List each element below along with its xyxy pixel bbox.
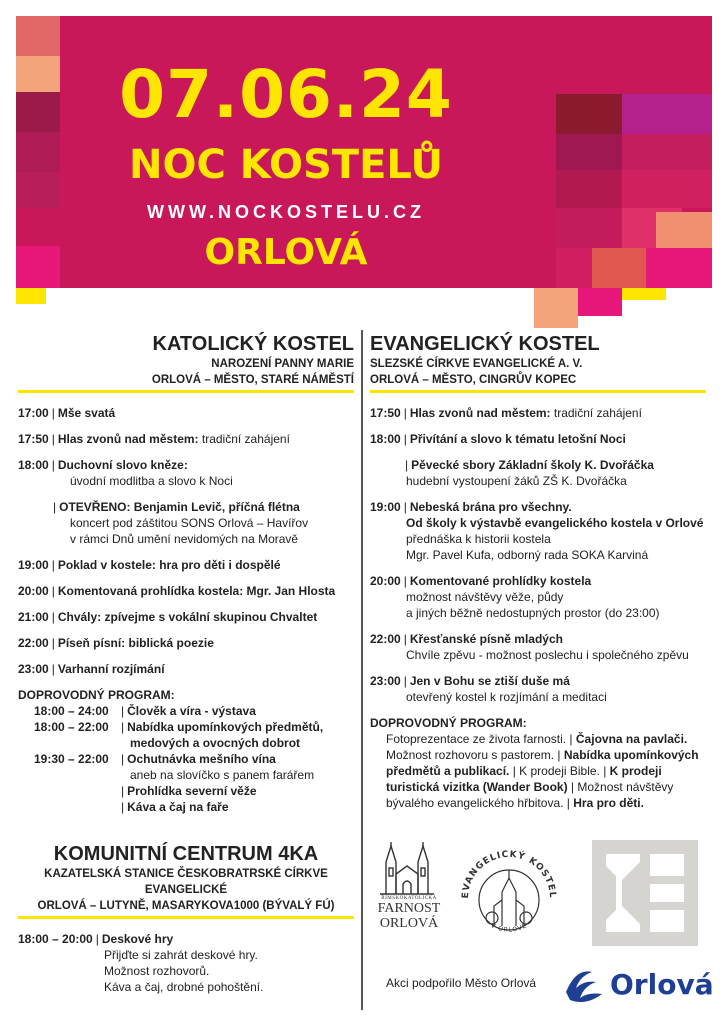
separator: | bbox=[121, 704, 125, 718]
program-item bbox=[370, 673, 706, 705]
komunitni-title: KOMUNITNÍ CENTRUM 4KA bbox=[53, 843, 319, 865]
church-towers-icon bbox=[372, 840, 442, 950]
yellow-rule bbox=[18, 916, 354, 919]
evangelicky-program bbox=[370, 405, 706, 705]
program-detail: v rámci Dnů umění nevidomých na Moravě bbox=[70, 532, 299, 546]
doprovodny-time bbox=[18, 783, 118, 799]
komunitni-detail: Káva a čaj, drobné pohoštění. bbox=[104, 980, 264, 994]
separator: | bbox=[51, 636, 55, 650]
doprovodny-line bbox=[386, 731, 706, 747]
doprovodny-row bbox=[18, 783, 354, 799]
program-title: Jen v Bohu se ztiší duše má bbox=[409, 674, 570, 688]
doprovodny-row bbox=[18, 799, 354, 815]
program-time: 17:50 bbox=[370, 406, 401, 420]
column-divider bbox=[361, 330, 363, 1010]
separator: | bbox=[51, 406, 55, 420]
doprovodny-line bbox=[118, 799, 354, 815]
program-detail: možnost návštěvy věže, půdy bbox=[406, 590, 564, 604]
doprovodny-title-text: Člověk a víra - výstava bbox=[127, 704, 256, 718]
separator: | bbox=[51, 662, 55, 676]
doprovodny-time: 18:00 – 22:00 bbox=[34, 720, 109, 734]
program-time: 23:00 bbox=[370, 674, 401, 688]
program-item bbox=[370, 431, 706, 447]
program-title: Pěvecké sbory Základní školy K. Dvořáčka bbox=[411, 458, 654, 472]
katolicky-subtitle: NAROZENÍ PANNY MARIE bbox=[211, 358, 354, 370]
program-time: 20:00 bbox=[370, 574, 401, 588]
orlova-city-logo bbox=[562, 962, 714, 1006]
doprovodny-title-text: Ochutnávka mešního vína bbox=[127, 752, 276, 766]
katolicky-doprovodny-title: DOPROVODNÝ PROGRAM: bbox=[18, 688, 175, 702]
program-item bbox=[18, 405, 354, 421]
program-line bbox=[370, 405, 706, 421]
program-time: 17:50 bbox=[18, 432, 49, 446]
program-item bbox=[370, 499, 706, 563]
komunitni-details bbox=[18, 947, 354, 995]
separator: | bbox=[121, 720, 125, 734]
doprovodny-row bbox=[18, 719, 354, 751]
doprovodny-segment: turistická vizitka (Wander Book) bbox=[386, 780, 568, 794]
program-item bbox=[18, 661, 354, 677]
program-time: 22:00 bbox=[18, 636, 49, 650]
program-item bbox=[18, 635, 354, 651]
separator: | bbox=[403, 574, 407, 588]
program-title: Komentovaná prohlídka kostela: Mgr. Jan Hlosta bbox=[57, 584, 336, 598]
doprovodny-segment: Možnost rozhovoru s pastorem. | bbox=[386, 748, 564, 762]
komunitni-time: 18:00 – 20:00 bbox=[18, 932, 93, 946]
program-rest: tradiční zahájení bbox=[198, 432, 290, 446]
program-line bbox=[18, 635, 354, 651]
doprovodny-body bbox=[118, 751, 354, 783]
program-title: Nebeská brána pro všechny. bbox=[409, 500, 572, 514]
mosaic-tile bbox=[622, 288, 666, 300]
program-detail: Chvíle zpěvu - možnost poslechu i společného zpěvu bbox=[406, 648, 689, 662]
mosaic-tile bbox=[556, 248, 592, 288]
evangelicky-doprovodny bbox=[370, 731, 706, 811]
program-item bbox=[370, 631, 706, 663]
program-line bbox=[370, 673, 706, 689]
komunitni-item-title: Deskové hry bbox=[101, 932, 174, 946]
program-line bbox=[18, 457, 354, 473]
program-line bbox=[370, 573, 706, 589]
program-time: 19:00 bbox=[370, 500, 401, 514]
doprovodny-segment: Fotoprezentace ze života farnosti. | bbox=[386, 732, 576, 746]
doprovodny-time: 18:00 – 24:00 bbox=[34, 704, 109, 718]
evangelicky-title: EVANGELICKÝ KOSTEL bbox=[370, 333, 600, 355]
doprovodny-time: 19:30 – 22:00 bbox=[34, 752, 109, 766]
mosaic-tile bbox=[16, 16, 60, 56]
program-time: 21:00 bbox=[18, 610, 49, 624]
program-time: 23:00 bbox=[18, 662, 49, 676]
program-detail: hudební vystoupení žáků ZŠ K. Dvořáčka bbox=[406, 474, 627, 488]
yellow-rule bbox=[370, 390, 706, 393]
program-line bbox=[370, 457, 706, 473]
event-url[interactable]: WWW.NOCKOSTELU.CZ bbox=[147, 202, 425, 222]
komunitni-logo bbox=[592, 840, 698, 946]
separator: | bbox=[51, 610, 55, 624]
program-line bbox=[18, 431, 354, 447]
program-detail: otevřený kostel k rozjímání a meditaci bbox=[406, 690, 607, 704]
doprovodny-title-text: Nabídka upomínkových předmětů, bbox=[127, 720, 324, 734]
program-time: 18:00 bbox=[18, 458, 49, 472]
program-item bbox=[18, 557, 354, 573]
program-line bbox=[370, 631, 706, 647]
program-time: 17:00 bbox=[18, 406, 49, 420]
doprovodny-body bbox=[118, 799, 354, 815]
doprovodny-row bbox=[18, 751, 354, 783]
separator: | bbox=[121, 800, 125, 814]
program-item bbox=[18, 583, 354, 599]
doprovodny-line bbox=[118, 719, 354, 735]
doprovodny-title-text: medových a ovocných dobrot bbox=[130, 736, 301, 750]
mosaic-tile bbox=[556, 134, 622, 170]
evangelicky-section bbox=[370, 332, 706, 811]
program-detail: přednáška k historii kostela bbox=[406, 532, 551, 546]
mosaic-tile bbox=[656, 212, 712, 252]
program-title: Duchovní slovo kněze: bbox=[57, 458, 188, 472]
program-line bbox=[370, 499, 706, 515]
mosaic-tile bbox=[556, 208, 622, 248]
mosaic-tile bbox=[578, 288, 622, 316]
katolicky-address: ORLOVÁ – MĚSTO, STARÉ NÁMĚSTÍ bbox=[151, 374, 354, 386]
komunitni-detail: Možnost rozhovorů. bbox=[104, 964, 210, 978]
program-title: Hlas zvonů nad městem: bbox=[57, 432, 199, 446]
separator: | bbox=[403, 500, 407, 514]
program-item bbox=[18, 431, 354, 447]
program-item bbox=[370, 573, 706, 621]
program-title: Komentované prohlídky kostela bbox=[409, 574, 592, 588]
header-banner bbox=[16, 16, 712, 288]
mosaic-tile bbox=[592, 248, 646, 288]
doprovodny-line bbox=[386, 747, 706, 763]
separator: | bbox=[51, 584, 55, 598]
doprovodny-line bbox=[386, 779, 706, 795]
doprovodny-time bbox=[18, 799, 118, 815]
doprovodny-title-text: Káva a čaj na faře bbox=[127, 800, 229, 814]
program-item bbox=[18, 609, 354, 625]
doprovodny-line bbox=[386, 763, 706, 779]
doprovodny-segment: | Možnost návštěvy bbox=[567, 780, 674, 794]
parish-wordmark: ŘÍMSKOKATOLICKÁ FARNOST ORLOVÁ bbox=[377, 896, 441, 931]
doprovodny-segment: bývalého evangelického hřbitova. | bbox=[386, 796, 574, 810]
doprovodny-body bbox=[118, 703, 354, 719]
program-title: Píseň písní: biblická poezie bbox=[57, 636, 214, 650]
separator: | bbox=[405, 458, 409, 472]
program-line bbox=[18, 499, 354, 515]
program-line bbox=[18, 405, 354, 421]
mosaic-tile bbox=[622, 94, 712, 134]
evang-logo-bottom-text: V ORLOVÉ bbox=[489, 922, 529, 934]
program-line bbox=[18, 583, 354, 599]
katolicky-title: KATOLICKÝ KOSTEL bbox=[152, 333, 354, 355]
program-title: Varhanní rozjímání bbox=[57, 662, 165, 676]
doprovodny-row bbox=[18, 703, 354, 719]
program-item bbox=[18, 457, 354, 489]
separator: | bbox=[51, 558, 55, 572]
mosaic-tile bbox=[16, 288, 46, 304]
doprovodny-segment: předmětů a publikací. bbox=[386, 764, 510, 778]
mosaic-tile bbox=[534, 288, 578, 328]
program-time: 19:00 bbox=[18, 558, 49, 572]
event-name: NOC KOSTELŮ bbox=[129, 142, 443, 188]
program-line bbox=[370, 431, 706, 447]
separator: | bbox=[403, 406, 407, 420]
program-detail: Mgr. Pavel Kufa, odborný rada SOKA Karviná bbox=[406, 548, 649, 562]
program-title: OTEVŘENO: Benjamin Levič, příčná flétna bbox=[59, 500, 300, 514]
mosaic-tile bbox=[622, 170, 712, 208]
komunitni-detail: Přijďte si zahrát deskové hry. bbox=[104, 948, 258, 962]
program-title: Chvály: zpívejme s vokální skupinou Chvaltet bbox=[57, 610, 318, 624]
doprovodny-title-text: Prohlídka severní věže bbox=[127, 784, 257, 798]
program-title: Hlas zvonů nad městem: bbox=[409, 406, 551, 420]
komunitni-address: ORLOVÁ – LUTYNĚ, MASARYKOVA1000 (BÝVALÝ FÚ) bbox=[37, 900, 335, 912]
komunitni-subtitle: KAZATELSKÁ STANICE ČESKOBRATRSKÉ CÍRKVE EVANGELICKÉ bbox=[44, 868, 328, 896]
doprovodny-extra: aneb na slovíčko s panem farářem bbox=[130, 768, 315, 782]
separator: | bbox=[403, 674, 407, 688]
separator: | bbox=[403, 432, 407, 446]
separator: | bbox=[51, 432, 55, 446]
program-item bbox=[370, 405, 706, 421]
event-city: ORLOVÁ bbox=[204, 232, 368, 273]
mosaic-tile bbox=[646, 248, 712, 288]
program-title: Mše svatá bbox=[57, 406, 116, 420]
doprovodny-segment: | K prodeji Bible. | bbox=[509, 764, 610, 778]
orlova-wordmark: Orlová bbox=[610, 968, 714, 1001]
komunitni-section bbox=[18, 842, 354, 995]
separator: | bbox=[51, 458, 55, 472]
program-line bbox=[18, 661, 354, 677]
evangelicky-address: ORLOVÁ – MĚSTO, CINGRŮV KOPEC bbox=[370, 374, 577, 386]
program-detail: koncert pod záštitou SONS Orlová – Havířov bbox=[70, 516, 309, 530]
katolicky-program bbox=[18, 405, 354, 677]
program-detail: a jiných běžně nedostupných prostor (do 23:00) bbox=[406, 606, 660, 620]
katolicky-section bbox=[18, 332, 354, 815]
doprovodny-line bbox=[118, 703, 354, 719]
program-detail: Od školy k výstavbě evangelického kostela v Orlové bbox=[406, 516, 704, 530]
program-time: 20:00 bbox=[18, 584, 49, 598]
doprovodny-body bbox=[118, 783, 354, 799]
komunitni-item: 18:00 – 20:00 | Deskové hry bbox=[18, 932, 174, 946]
katolicky-doprovodny bbox=[18, 703, 354, 815]
program-title: Poklad v kostele: hra pro děti i dospělé bbox=[57, 558, 281, 572]
doprovodny-body bbox=[118, 719, 354, 751]
program-time: 22:00 bbox=[370, 632, 401, 646]
evangelicky-doprovodny-title: DOPROVODNÝ PROGRAM: bbox=[370, 716, 527, 730]
separator: | bbox=[121, 784, 125, 798]
program-detail: úvodní modlitba a slovo k Noci bbox=[70, 474, 233, 488]
doprovodny-segment: Hra pro děti. bbox=[573, 796, 644, 810]
program-line bbox=[18, 609, 354, 625]
mosaic-tile bbox=[622, 134, 712, 170]
doprovodny-line bbox=[118, 751, 354, 767]
doprovodny-line bbox=[118, 783, 354, 799]
program-title: Přivítání a slovo k tématu letošní Noci bbox=[409, 432, 626, 446]
doprovodny-segment: Nabídka upomínkových bbox=[563, 748, 699, 762]
program-time: 18:00 bbox=[370, 432, 401, 446]
orlova-swoosh-icon bbox=[562, 962, 606, 1006]
separator: | bbox=[53, 500, 57, 514]
logos-area bbox=[370, 840, 714, 1010]
program-rest: tradiční zahájení bbox=[550, 406, 642, 420]
doprovodny-line bbox=[118, 735, 354, 751]
support-text: Akci podpořilo Město Orlová bbox=[386, 976, 537, 990]
doprovodny-line bbox=[386, 795, 706, 811]
mosaic-tile bbox=[556, 94, 622, 134]
program-title: Křesťanské písně mladých bbox=[409, 632, 563, 646]
separator: | bbox=[403, 632, 407, 646]
evang-logo-top-text: EVANGELICKÝ KOSTEL bbox=[460, 849, 558, 899]
doprovodny-segment: Čajovna na pavlači. bbox=[575, 732, 688, 746]
program-item bbox=[18, 499, 354, 547]
doprovodny-segment: K prodeji bbox=[609, 764, 662, 778]
event-date: 07.06.24 bbox=[119, 56, 453, 133]
separator: | bbox=[121, 752, 125, 766]
evangelicky-subtitle: SLEZSKÉ CÍRKVE EVANGELICKÉ A. V. bbox=[370, 358, 583, 370]
yellow-rule bbox=[18, 390, 354, 393]
mosaic-tile bbox=[556, 170, 622, 208]
program-item bbox=[370, 457, 706, 489]
evangelicky-kostel-logo bbox=[454, 840, 564, 950]
program-line bbox=[18, 557, 354, 573]
